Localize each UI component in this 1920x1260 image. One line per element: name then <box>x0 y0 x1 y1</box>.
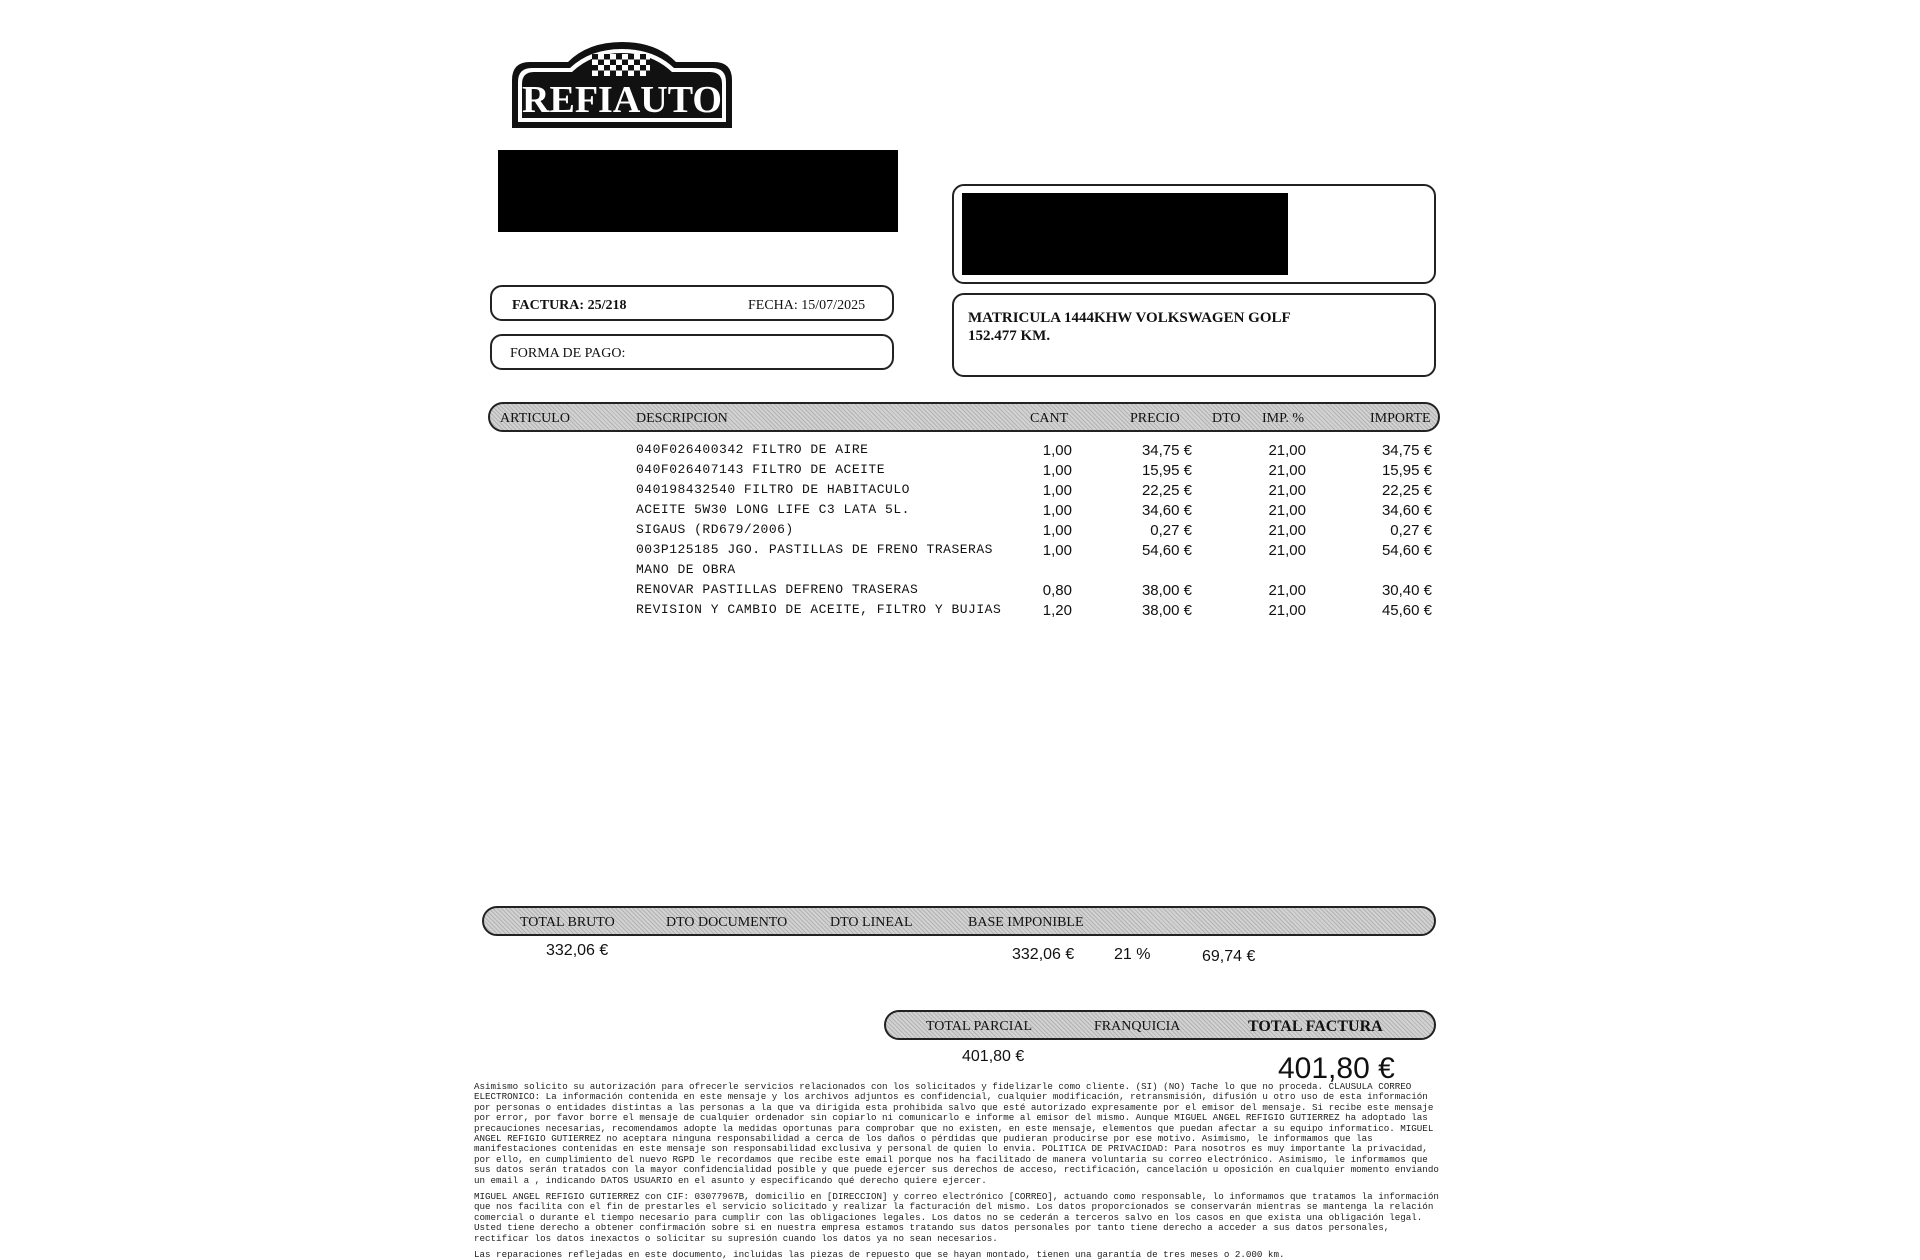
checkered-flag-icon <box>592 54 650 76</box>
item-tax: 21,00 <box>1268 582 1306 599</box>
header-descripcion: DESCRIPCION <box>636 411 728 426</box>
item-quantity: 1,00 <box>1042 522 1072 539</box>
final-totals-bar <box>884 1010 1436 1040</box>
item-tax: 21,00 <box>1268 502 1306 519</box>
header-total-parcial: TOTAL PARCIAL <box>926 1019 1033 1034</box>
invoice-info-box <box>490 285 894 321</box>
payment-label: FORMA DE PAGO: <box>510 346 626 361</box>
total-factura-value: 401,80 € <box>1278 1052 1395 1085</box>
item-quantity: 1,00 <box>1042 462 1072 479</box>
header-importe: IMPORTE <box>1370 411 1431 426</box>
invoice-number: FACTURA: 25/218 <box>512 298 627 313</box>
total-bruto-value: 332,06 € <box>546 942 609 959</box>
header-franquicia: FRANQUICIA <box>1094 1019 1181 1034</box>
item-price: 38,00 € <box>1141 602 1192 619</box>
item-tax: 21,00 <box>1268 542 1306 559</box>
item-amount: 22,25 € <box>1381 482 1432 499</box>
item-description: 040198432540 FILTRO DE HABITACULO <box>636 482 910 497</box>
legal-paragraph-warranty: Las reparaciones reflejadas en este documento, incluidas las piezas de repuesto que se hayan montado, tienen una garantía de tres meses o 2.000 km. <box>474 1249 1285 1260</box>
items-header-bar <box>488 402 1440 432</box>
iva-percent-value: 21 % <box>1114 946 1151 963</box>
item-tax: 21,00 <box>1268 462 1306 479</box>
item-description: 040F026407143 FILTRO DE ACEITE <box>636 462 886 477</box>
item-amount: 54,60 € <box>1381 542 1432 559</box>
item-quantity: 1,20 <box>1042 602 1072 619</box>
item-description: RENOVAR PASTILLAS DEFRENO TRASERAS <box>636 582 919 597</box>
vehicle-plate-model: MATRICULA 1444KHW VOLKSWAGEN GOLF <box>968 310 1291 326</box>
totals-header-bar <box>482 906 1436 936</box>
legal-paragraph-data-controller: MIGUEL ANGEL REFIGIO GUTIERREZ con CIF: 03077967B, domicilio en [DIRECCION] y correo electrónico [CORREO], actuando como responsable, lo informamos que tratamos la información que nos facilita con el fin de prestarles el servicio solicitado y realizar la facturación del mismo. Los datos proporcionados se conservarán mientras se mantenga la relación comercial o durante el tiempo necesario para cumplir con las obligaciones legales. Los datos no se cederán a terceros salvo en los casos en que exista una obligación legal. Usted tiene derecho a obtener confirmación sobre si en nuestra empresa estamos tratando sus datos personales por tanto tiene derecho a acceder a sus datos personales, rectificar los datos inexactos o solicitar su supresión cuando los datos ya no sean necesarios. <box>474 1191 1439 1244</box>
vehicle-box <box>952 293 1436 377</box>
invoice-date: FECHA: 15/07/2025 <box>748 298 866 313</box>
base-imponible-value: 332,06 € <box>1012 946 1075 963</box>
vehicle-mileage: 152.477 KM. <box>968 328 1051 344</box>
item-quantity: 1,00 <box>1042 502 1072 519</box>
item-amount: 34,75 € <box>1381 442 1432 459</box>
item-description: 003P125185 JGO. PASTILLAS DE FRENO TRASERAS <box>636 542 993 557</box>
header-dto: DTO <box>1212 411 1241 426</box>
total-parcial-value: 401,80 € <box>962 1048 1025 1065</box>
item-price: 15,95 € <box>1141 462 1192 479</box>
refiauto-logo <box>508 40 736 132</box>
item-amount: 34,60 € <box>1381 502 1432 519</box>
item-quantity: 1,00 <box>1042 442 1072 459</box>
header-cant: CANT <box>1030 411 1069 426</box>
item-tax: 21,00 <box>1268 522 1306 539</box>
item-price: 34,75 € <box>1141 442 1192 459</box>
header-base-imponible: BASE IMPONIBLE <box>968 915 1084 930</box>
item-amount: 30,40 € <box>1381 582 1432 599</box>
header-dto-lineal: DTO LINEAL <box>830 915 913 930</box>
item-quantity: 0,80 <box>1042 582 1072 599</box>
iva-amount-value: 69,74 € <box>1202 948 1256 965</box>
item-amount: 15,95 € <box>1381 462 1432 479</box>
item-tax: 21,00 <box>1268 482 1306 499</box>
item-description: REVISION Y CAMBIO DE ACEITE, FILTRO Y BUJIAS <box>636 602 1002 617</box>
item-quantity: 1,00 <box>1042 542 1072 559</box>
item-quantity: 1,00 <box>1042 482 1072 499</box>
item-description: SIGAUS (RD679/2006) <box>636 522 794 537</box>
item-description: 040F026400342 FILTRO DE AIRE <box>636 442 869 457</box>
item-description: ACEITE 5W30 LONG LIFE C3 LATA 5L. <box>636 502 910 517</box>
item-price: 38,00 € <box>1141 582 1192 599</box>
item-price: 34,60 € <box>1141 502 1192 519</box>
legal-paragraph-privacy: Asimismo solicito su autorización para ofrecerle servicios relacionados con los solicitados y fidelizarle como cliente. (SI) (NO) Tache lo que no proceda. CLAUSULA CORREO ELECTRONICO: La información contenida en este mensaje y los archivos adjuntos es confidencial, cualquier modificación, retransmisión, difusión u otro uso de esta información por personas o entidades distintas a las personas a la que va dirigida esta prohibida salvo que esté autorizado expresamente por el emisor del mensaje. Si recibe este mensaje por error, por favor borre el mensaje de cualquier ordenador sin copiarlo ni comunicarlo e informe al emisor del mismo. Aunque MIGUEL ANGEL REFIGIO GUTIERREZ ha adoptado las precauciones necesarias, recomendamos adopte la medidas oportunas para comprobar que no existen, en este mensaje, elementos que puedan afectar a su equipo informatico. MIGUEL ANGEL REFIGIO GUTIERREZ no aceptara ninguna responsabilidad a cerca de los daños o pérdidas que pudieran producirse por ese motivo. Asimismo, le informamos que las manifestaciones contenidas en este mensaje son responsabilidad exclusiva y personal de quien lo envia. POLITICA DE PRIVACIDAD: Para nosotros es muy importante la privacidad, por ello, en cumplimiento del nuevo RGPD le recordamos que recibe este email porque nos ha facilitado de manera voluntaria su correo electrónico. Asimismo, le informamos que sus datos serán tratados con la mayor confidencialidad posible y que puede ejercer sus derechos de acceso, rectificación, cancelación u oposición en cualquier momento enviando un email a , indicando DATOS USUARIO en el asunto y especificando qué derecho quiere ejercer. <box>474 1082 1439 1186</box>
item-amount: 45,60 € <box>1381 602 1432 619</box>
header-imp: IMP. % <box>1262 411 1305 426</box>
item-price: 0,27 € <box>1150 522 1192 539</box>
item-price: 22,25 € <box>1141 482 1192 499</box>
item-tax: 21,00 <box>1268 442 1306 459</box>
header-total-bruto: TOTAL BRUTO <box>520 915 615 930</box>
header-precio: PRECIO <box>1130 411 1180 426</box>
header-total-factura: TOTAL FACTURA <box>1248 1018 1383 1035</box>
redacted-client-info <box>498 150 898 232</box>
header-dto-documento: DTO DOCUMENTO <box>666 915 788 930</box>
header-articulo: ARTICULO <box>500 411 570 426</box>
item-price: 54,60 € <box>1141 542 1192 559</box>
item-amount: 0,27 € <box>1390 522 1432 539</box>
legal-disclaimer <box>474 1082 1444 1260</box>
logo-wordmark: REFIAUTO <box>522 79 722 121</box>
item-description: MANO DE OBRA <box>636 562 736 577</box>
redacted-address <box>962 193 1288 275</box>
item-tax: 21,00 <box>1268 602 1306 619</box>
payment-method-box <box>490 334 894 370</box>
